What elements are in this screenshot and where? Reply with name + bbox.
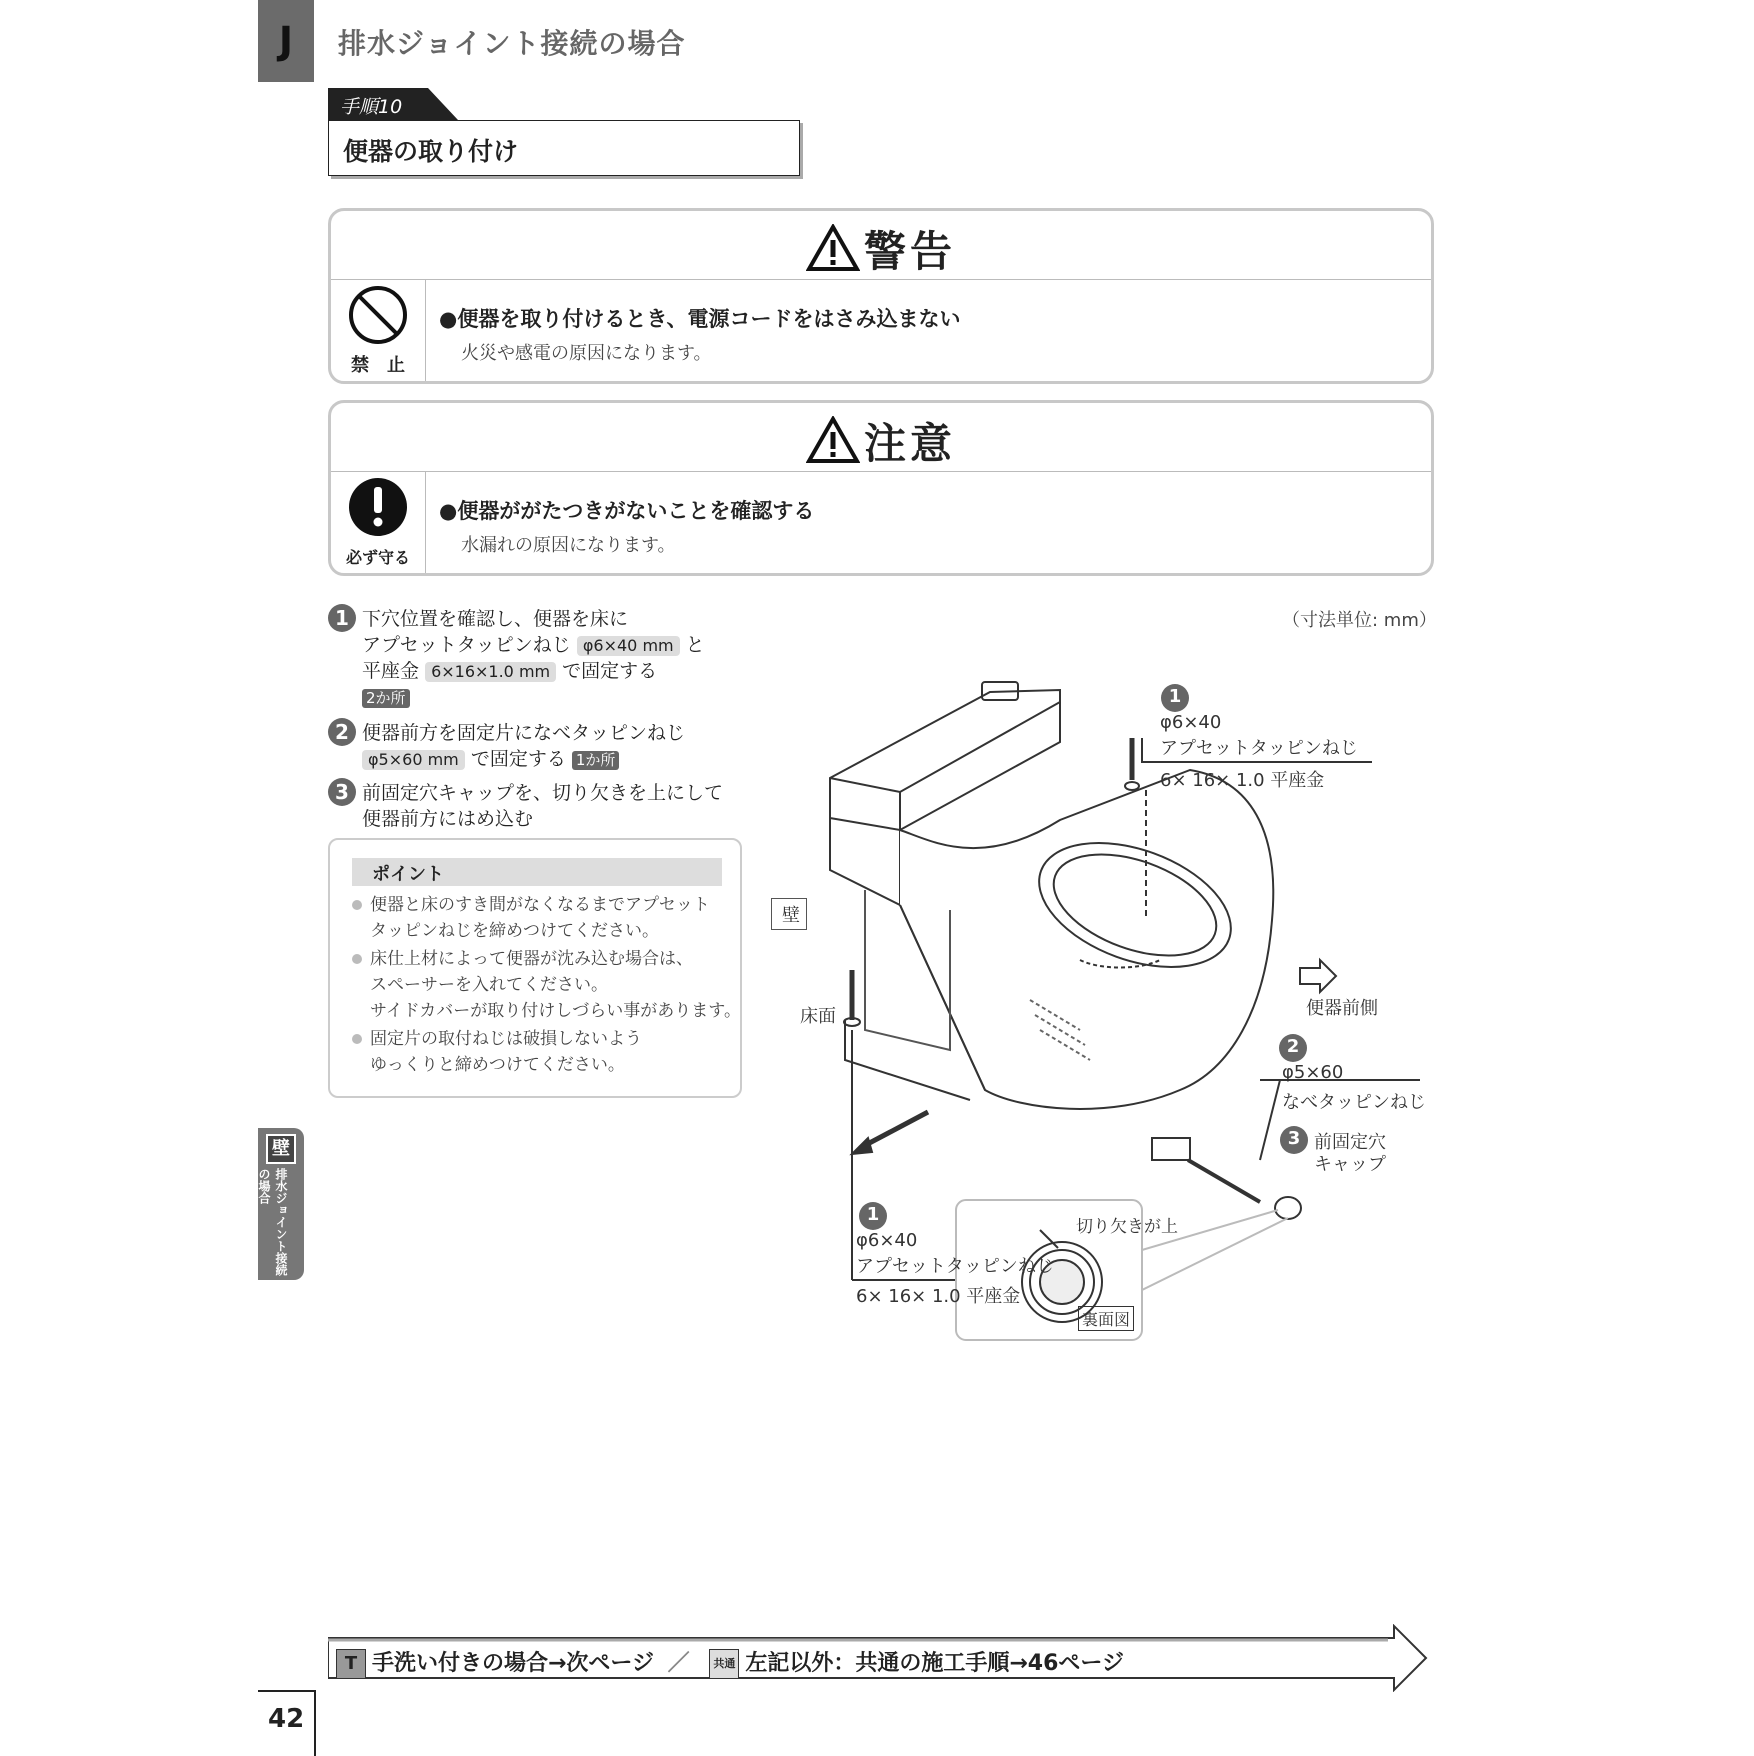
callout-1-top-size: φ6×40 [1160, 712, 1222, 733]
point-item: 床仕上材によって便器が沈み込む場合は、 [352, 946, 693, 972]
point-header [352, 858, 722, 886]
callout-1-bottom-num: 1 [866, 1204, 880, 1225]
caution-triangle-icon [806, 416, 860, 464]
point-title: ポイント [372, 864, 444, 885]
section-title: 排水ジョイント接続の場合 [338, 27, 686, 60]
point-item: 便器と床のすき間がなくなるまでアプセット [352, 892, 710, 918]
callout-3-num: 3 [1287, 1128, 1301, 1149]
warning-panel [328, 208, 1434, 384]
step-2-count-badge: 1か所 [572, 751, 620, 770]
caution-title: 注意 [863, 419, 956, 468]
point-item: サイドカバーが取り付けしづらい事があります。 [370, 1001, 741, 1021]
step-3-line2: 便器前方にはめ込む [362, 808, 534, 830]
step-title-box [328, 120, 800, 176]
pan-screw-spec-pill: φ5×60 mm [362, 750, 465, 770]
inset-note: 切り欠きが上 [1076, 1217, 1178, 1237]
callout-1-top-screw: アプセットタッピンねじ [1160, 738, 1358, 759]
step-number-1: 1 [328, 604, 356, 632]
caution-header [331, 403, 1431, 472]
instruction-step-2 [328, 718, 685, 772]
step-2-line1: 便器前方を固定片になべタッピンねじ [362, 722, 686, 744]
caution-main-text: ●便器ががたつきがないことを確認する [439, 499, 815, 523]
step-1-line2: アプセットタッピンねじ [362, 634, 571, 656]
side-tab-text: 排水ジョイント接続の場合 [257, 1168, 288, 1276]
mandatory-label: 必ず守る [345, 548, 410, 567]
step-number-3: 3 [328, 778, 356, 806]
footer-separator: ／ [667, 1651, 690, 1676]
warning-triangle-icon [806, 224, 860, 272]
warning-icon-cell [331, 279, 426, 381]
step-number-2: 2 [328, 718, 356, 746]
callout-1-bottom-size: φ6×40 [856, 1230, 918, 1251]
callout-1-bottom-washer: 6× 16× 1.0 平座金 [856, 1286, 1021, 1307]
floor-label: 床面 [800, 1006, 836, 1027]
caution-icon-cell [331, 471, 426, 573]
step-1-line3: 平座金 [362, 660, 420, 682]
point-item: ゆっくりと締めつけてください。 [370, 1055, 625, 1075]
point-item: 固定片の取付ねじは破損しないよう [352, 1026, 642, 1052]
common-icon: 共通 [709, 1649, 739, 1679]
callout-1-top-washer: 6× 16× 1.0 平座金 [1160, 770, 1325, 791]
wall-label: 壁 [771, 898, 807, 930]
callout-3-label1: 前固定穴 [1314, 1132, 1386, 1153]
callout-2-size: φ5×60 [1282, 1062, 1344, 1083]
toilet-with-basin-icon: T [336, 1649, 366, 1679]
footer-link-common[interactable]: 左記以外：共通の施工手順→46ページ [745, 1651, 1124, 1676]
warning-sub-text: 火災や感電の原因になります。 [461, 343, 712, 364]
callout-3-label2: キャップ [1314, 1154, 1386, 1175]
footer-link-next-page[interactable]: 手洗い付きの場合→次ページ [372, 1651, 654, 1676]
prohibition-icon [331, 281, 425, 351]
mandatory-icon [331, 473, 425, 543]
point-item: スペーサーを入れてください。 [370, 975, 608, 995]
step-tab-label: 手順10 [340, 96, 403, 118]
page-number-box [258, 1690, 316, 1756]
callout-1-bottom-screw: アプセットタッピンねじ [856, 1256, 1054, 1277]
step-title: 便器の取り付け [343, 137, 519, 166]
callout-2-num: 2 [1286, 1036, 1300, 1057]
warning-main-text: ●便器を取り付けるとき、電源コードをはさみ込まない [439, 307, 961, 331]
footer-nav [328, 1624, 1428, 1692]
inset-tag: 裏面図 [1078, 1306, 1134, 1331]
warning-title: 警告 [863, 227, 956, 276]
step-1-end: で固定する [562, 660, 658, 682]
point-box [328, 838, 742, 1098]
caution-sub-text: 水漏れの原因になります。 [461, 535, 676, 556]
callout-2-screw: なべタッピンねじ [1282, 1092, 1426, 1113]
step-3-line1: 前固定穴キャップを、切り欠きを上にして [362, 782, 724, 804]
step-2-end: で固定する [470, 748, 566, 770]
page-number: 42 [268, 1704, 305, 1734]
side-tab [258, 1128, 304, 1280]
side-tab-key: 壁 [266, 1134, 296, 1164]
step-tab [328, 88, 458, 120]
screw-spec-pill: φ6×40 mm [577, 636, 680, 656]
callout-1-top-num: 1 [1168, 686, 1182, 707]
section-letter: J [258, 0, 314, 82]
caution-panel [328, 400, 1434, 576]
front-label: 便器前側 [1306, 998, 1378, 1019]
instruction-step-3 [328, 778, 723, 832]
prohibition-label: 禁 止 [351, 355, 405, 376]
step-1-count-badge: 2か所 [362, 689, 410, 708]
step-1-and: と [685, 634, 705, 656]
step-1-line1: 下穴位置を確認し、便器を床に [362, 608, 629, 630]
point-item: タッピンねじを締めつけてください。 [370, 921, 659, 941]
unit-note: （寸法単位: mm） [1282, 610, 1437, 631]
instruction-step-1 [328, 604, 705, 710]
warning-header [331, 211, 1431, 280]
washer-spec-pill: 6×16×1.0 mm [425, 662, 556, 682]
